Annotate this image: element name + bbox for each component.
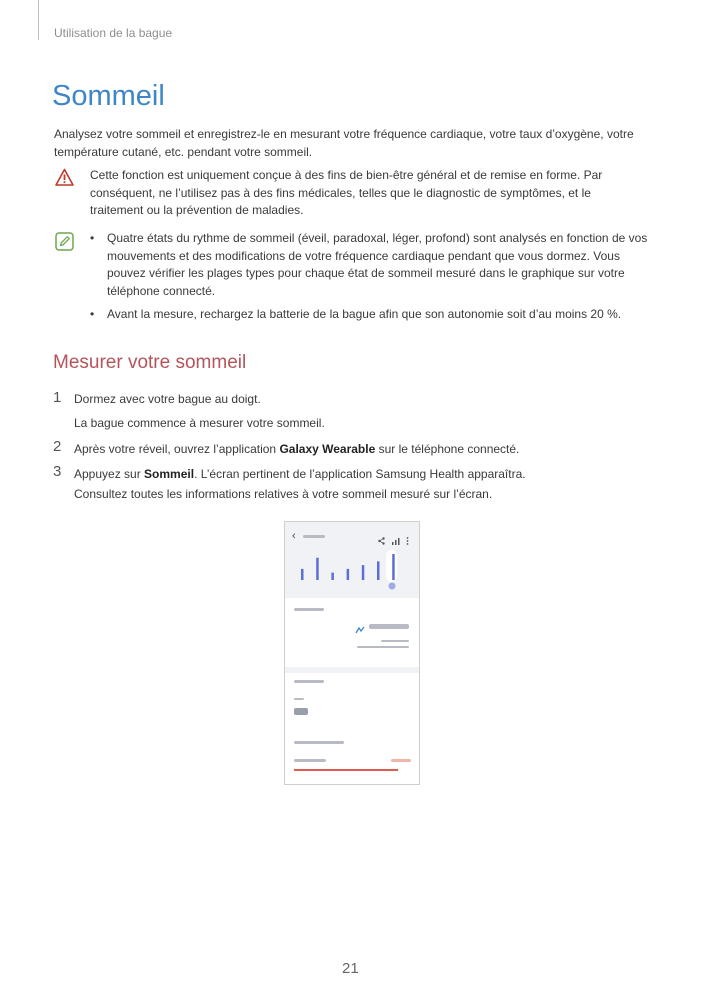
detail-line-placeholder — [357, 646, 409, 648]
sleep-bar — [392, 554, 395, 580]
screen-title-placeholder — [303, 535, 325, 538]
list-item-text: Quatre états du rythme de sommeil (éveil, paradoxal, léger, profond) sont analysés en fonction de vos mouvements et des modifications de votre fréquence cardiaque pendant que vous dormez. Vous pouvez vérifier les plages types pour chaque état de sommeil mesuré dans le graphique sur votre téléphone connecté. — [107, 231, 648, 298]
detail-line-placeholder — [381, 640, 409, 642]
menu-name: Sommeil — [144, 467, 195, 481]
sleep-bar — [377, 561, 380, 580]
list-item-text: Avant la mesure, rechargez la batterie de la bague afin que son autonomie soit d’au moins 20 %. — [107, 307, 622, 321]
share-icon — [378, 532, 385, 550]
step-text-part: sur le téléphone connecté. — [375, 442, 520, 456]
sleep-bar — [301, 569, 304, 580]
phone-screenshot — [284, 521, 420, 785]
sleep-bar — [316, 558, 319, 580]
row-placeholder — [294, 741, 344, 744]
warning-text: Cette fonction est uniquement conçue à des fins de bien-être général et de remise en forme. Par conséquent, ne l’utilisez pas à des fins médicales, telles que le diagnostic de symptômes, et le traitement ou la prévention de maladies. — [90, 168, 603, 217]
note-bullet-list — [90, 230, 650, 330]
page-number: 21 — [342, 960, 359, 977]
step-text-part: . L’écran pertinent de l’application Samsung Health apparaîtra. — [194, 467, 526, 481]
sleep-bar — [347, 569, 350, 580]
score-placeholder — [294, 708, 308, 715]
chart-icon — [392, 532, 400, 550]
step-text-part: Appuyez sur — [74, 467, 145, 481]
step-number: 1 — [53, 389, 62, 406]
selected-day-marker — [389, 583, 396, 590]
running-head: Utilisation de la bague — [54, 26, 173, 40]
intro-paragraph: Analysez votre sommeil et enregistrez-le en mesurant votre fréquence cardiaque, votre taux d’oxygène, votre température cutané, etc. pendant votre sommeil. — [54, 127, 634, 159]
warning-triangle-icon — [55, 168, 74, 187]
row-placeholder — [294, 759, 326, 762]
card-title-placeholder — [294, 608, 324, 611]
step-subtext: Consultez toutes les informations relatives à votre sommeil mesuré sur l’écran. — [74, 487, 493, 501]
label-placeholder — [294, 698, 304, 700]
step-text: Dormez avec votre bague au doigt. — [74, 392, 261, 406]
sleep-bar — [362, 565, 365, 580]
note-pencil-icon — [55, 232, 74, 251]
sleep-bar-chart — [285, 550, 419, 590]
more-options-icon — [406, 532, 409, 550]
step-number: 3 — [53, 463, 62, 480]
step-text — [74, 466, 526, 483]
bullet-symbol: • — [90, 307, 95, 321]
header-rule — [38, 0, 39, 40]
card-title-placeholder — [294, 680, 324, 683]
step-text-part: Après votre réveil, ouvrez l’application — [74, 442, 280, 456]
step-text — [74, 441, 519, 458]
list-item — [90, 230, 650, 300]
app-name: Galaxy Wearable — [279, 442, 376, 456]
accent-placeholder — [391, 759, 411, 762]
bullet-symbol: • — [90, 231, 95, 245]
step-number: 2 — [53, 438, 62, 455]
section-title: Mesurer votre sommeil — [53, 352, 247, 373]
sleep-icon — [355, 622, 365, 640]
sleep-bar — [331, 573, 334, 580]
step-subtext: La bague commence à mesurer votre sommeil. — [74, 416, 325, 430]
page-title: Sommeil — [52, 80, 165, 112]
progress-bar — [294, 769, 398, 771]
list-item — [90, 306, 650, 324]
back-icon: ‹ — [292, 530, 296, 542]
card-divider — [285, 667, 419, 673]
sleep-time-placeholder — [369, 624, 409, 629]
